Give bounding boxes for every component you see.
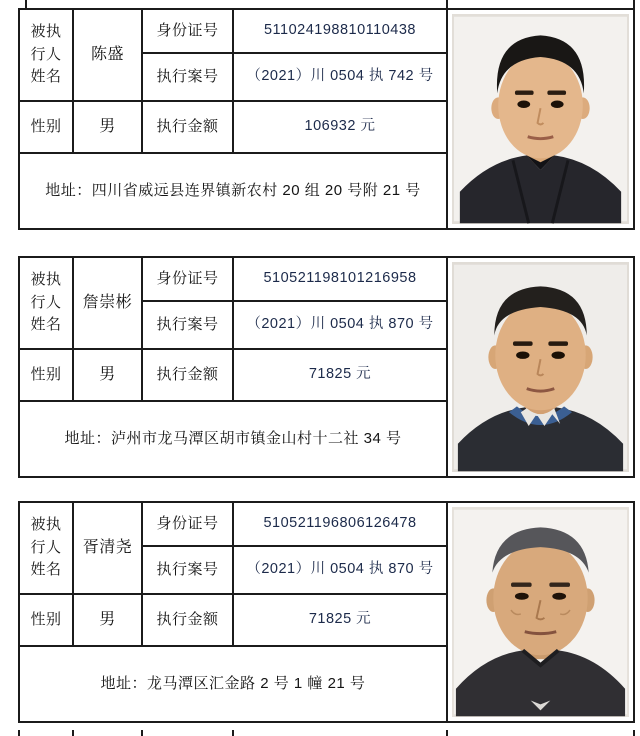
gender-label: 性别 bbox=[20, 102, 74, 154]
person-name: 詹崇彬 bbox=[74, 258, 143, 350]
address-line: 地址：四川省威远县连界镇新农村 20 组 20 号附 21 号 bbox=[20, 154, 448, 230]
table-border-stub bbox=[232, 730, 234, 736]
person-name: 胥清尧 bbox=[74, 503, 143, 595]
amount-value: 106932 元 bbox=[234, 102, 448, 154]
enforcement-record-table bbox=[18, 8, 635, 230]
gender-value: 男 bbox=[74, 102, 143, 154]
amount-label: 执行金额 bbox=[143, 102, 234, 154]
person-name-label: 被执行人姓名 bbox=[20, 503, 74, 595]
portrait-photo bbox=[448, 10, 635, 230]
id-number-label: 身份证号 bbox=[143, 10, 234, 54]
older-man-jacket-photo-icon bbox=[452, 507, 629, 717]
table-border-stub bbox=[18, 730, 20, 736]
portrait-photo bbox=[448, 503, 635, 723]
case-number-value: （2021）川 0504 执 870 号 bbox=[234, 547, 448, 595]
portrait-photo bbox=[448, 258, 635, 478]
person-name-label: 被执行人姓名 bbox=[20, 10, 74, 102]
man-dark-suit-photo-icon bbox=[452, 14, 629, 224]
table-border-stub bbox=[633, 730, 635, 736]
id-number-label: 身份证号 bbox=[143, 503, 234, 547]
man-buzzcut-sweater-photo-icon bbox=[452, 262, 629, 472]
person-name-label: 被执行人姓名 bbox=[20, 258, 74, 350]
id-number-label: 身份证号 bbox=[143, 258, 234, 302]
amount-value: 71825 元 bbox=[234, 350, 448, 402]
amount-value: 71825 元 bbox=[234, 595, 448, 647]
gender-label: 性别 bbox=[20, 595, 74, 647]
id-number-value: 511024198810110438 bbox=[234, 10, 448, 54]
case-number-label: 执行案号 bbox=[143, 54, 234, 102]
id-number-value: 510521198101216958 bbox=[234, 258, 448, 302]
address-line: 地址：泸州市龙马潭区胡市镇金山村十二社 34 号 bbox=[20, 402, 448, 478]
amount-label: 执行金额 bbox=[143, 350, 234, 402]
enforcement-record-table bbox=[18, 501, 635, 723]
amount-label: 执行金额 bbox=[143, 595, 234, 647]
person-name: 陈盛 bbox=[74, 10, 143, 102]
table-border-stub bbox=[141, 730, 143, 736]
address-line: 地址：龙马潭区汇金路 2 号 1 幢 21 号 bbox=[20, 647, 448, 723]
case-number-label: 执行案号 bbox=[143, 302, 234, 350]
case-number-label: 执行案号 bbox=[143, 547, 234, 595]
gender-label: 性别 bbox=[20, 350, 74, 402]
table-border-stub bbox=[72, 730, 74, 736]
enforcement-record-table bbox=[18, 256, 635, 478]
gender-value: 男 bbox=[74, 595, 143, 647]
table-border-stub bbox=[446, 730, 448, 736]
gender-value: 男 bbox=[74, 350, 143, 402]
id-number-value: 510521196806126478 bbox=[234, 503, 448, 547]
case-number-value: （2021）川 0504 执 870 号 bbox=[234, 302, 448, 350]
case-number-value: （2021）川 0504 执 742 号 bbox=[234, 54, 448, 102]
